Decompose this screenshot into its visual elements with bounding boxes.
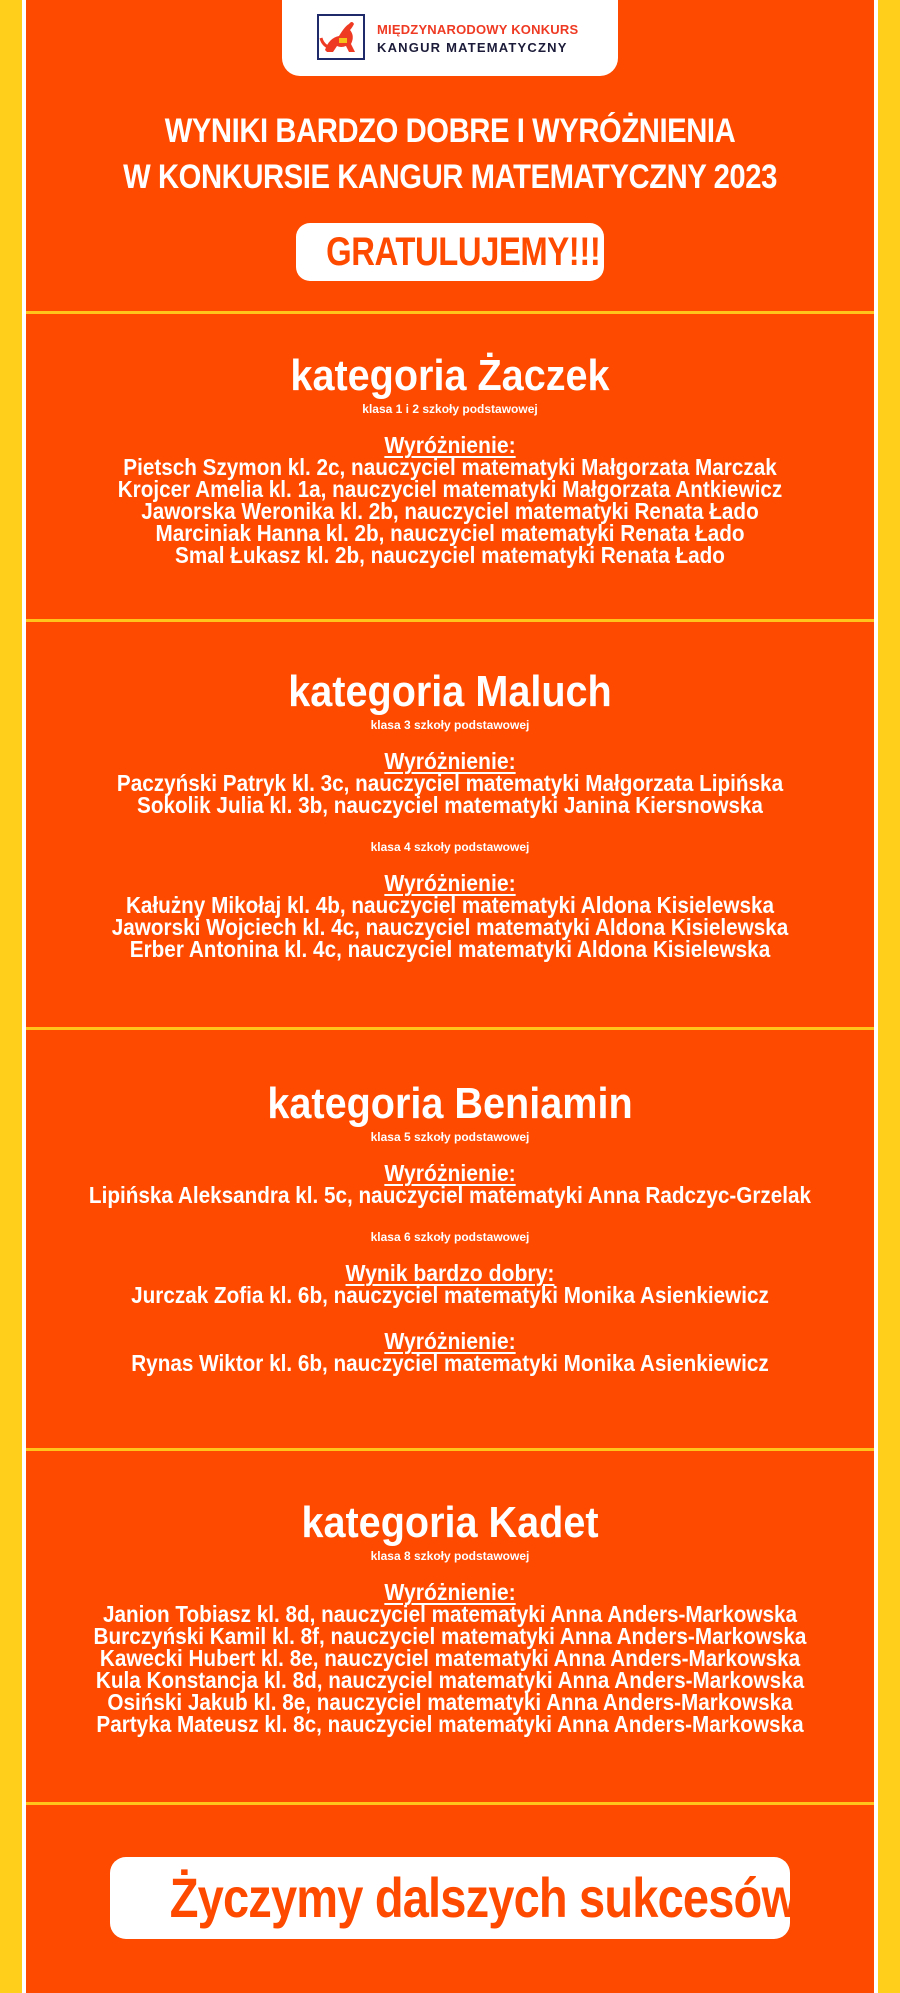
very-good-label: Wynik bardzo dobry: <box>345 1260 555 1286</box>
category-zaczek <box>26 350 874 566</box>
logo-text-line2: KANGUR MATEMATYCZNY <box>377 40 568 55</box>
section-divider <box>26 619 874 622</box>
kangaroo-logo-icon <box>317 14 365 60</box>
class-label: klasa 1 i 2 szkoły podstawowej <box>362 402 538 416</box>
result-entry: Marciniak Hanna kl. 2b, nauczyciel matematyki Renata Łado <box>155 520 745 546</box>
result-entry: Pietsch Szymon kl. 2c, nauczyciel matematyki Małgorzata Marczak <box>123 454 777 480</box>
award-label: Wyróżnienie: <box>384 432 516 458</box>
award-label: Wyróżnienie: <box>384 748 516 774</box>
category-title: kategoria Maluch <box>288 667 612 716</box>
footer-wish-text: Życzymy dalszych sukcesów <box>169 1866 798 1929</box>
section-divider <box>26 311 874 314</box>
class-label: klasa 8 szkoły podstawowej <box>370 1549 530 1563</box>
result-entry: Burczyński Kamil kl. 8f, nauczyciel matematyki Anna Anders-Markowska <box>93 1623 807 1649</box>
congrats-text: GRATULUJEMY!!! <box>326 230 601 274</box>
class-label: klasa 3 szkoły podstawowej <box>370 718 530 732</box>
class-label: klasa 5 szkoły podstawowej <box>370 1130 530 1144</box>
result-entry: Lipińska Aleksandra kl. 5c, nauczyciel matematyki Anna Radczyc-Grzelak <box>88 1182 812 1208</box>
category-title: kategoria Żaczek <box>290 351 610 400</box>
result-entry: Jurczak Zofia kl. 6b, nauczyciel matematyki Monika Asienkiewicz <box>131 1282 769 1308</box>
logo-box <box>282 0 618 76</box>
result-entry: Jaworski Wojciech kl. 4c, nauczyciel matematyki Aldona Kisielewska <box>111 914 789 940</box>
result-entry: Smal Łukasz kl. 2b, nauczyciel matematyki Renata Łado <box>175 542 725 568</box>
logo-text-line1: MIĘDZYNARODOWY KONKURS <box>377 22 579 37</box>
class-label: klasa 6 szkoły podstawowej <box>370 1230 530 1244</box>
result-entry: Jaworska Weronika kl. 2b, nauczyciel matematyki Renata Łado <box>141 498 759 524</box>
award-label: Wyróżnienie: <box>384 870 516 896</box>
result-entry: Krojcer Amelia kl. 1a, nauczyciel matematyki Małgorzata Antkiewicz <box>117 476 783 502</box>
result-entry: Partyka Mateusz kl. 8c, nauczyciel matematyki Anna Anders-Markowska <box>96 1711 804 1737</box>
category-title: kategoria Kadet <box>301 1498 599 1547</box>
section-divider <box>26 1027 874 1030</box>
main-title-line1: WYNIKI BARDZO DOBRE I WYRÓŻNIENIA <box>164 112 736 150</box>
right-border-stripe <box>874 0 878 1993</box>
category-beniamin <box>26 1078 874 1374</box>
congrats-badge <box>296 223 604 281</box>
main-title-line2: W KONKURSIE KANGUR MATEMATYCZNY 2023 <box>123 158 777 196</box>
section-divider <box>26 1802 874 1805</box>
result-entry: Kawecki Hubert kl. 8e, nauczyciel matematyki Anna Anders-Markowska <box>99 1645 801 1671</box>
result-entry: Paczyński Patryk kl. 3c, nauczyciel matematyki Małgorzata Lipińska <box>116 770 784 796</box>
category-title: kategoria Beniamin <box>267 1079 633 1128</box>
result-entry: Kula Konstancja kl. 8d, nauczyciel matematyki Anna Anders-Markowska <box>95 1667 805 1693</box>
result-entry: Erber Antonina kl. 4c, nauczyciel matematyki Aldona Kisielewska <box>129 936 771 962</box>
section-divider <box>26 1448 874 1451</box>
main-title <box>85 108 814 200</box>
footer-wish-badge <box>110 1857 798 1939</box>
result-entry: Rynas Wiktor kl. 6b, nauczyciel matematyki Monika Asienkiewicz <box>131 1350 769 1376</box>
result-entry: Osiński Jakub kl. 8e, nauczyciel matematyki Anna Anders-Markowska <box>107 1689 793 1715</box>
category-maluch <box>26 666 874 960</box>
award-label: Wyróżnienie: <box>384 1579 516 1605</box>
class-label: klasa 4 szkoły podstawowej <box>370 840 530 854</box>
category-kadet <box>26 1497 874 1735</box>
result-entry: Kałużny Mikołaj kl. 4b, nauczyciel matematyki Aldona Kisielewska <box>125 892 775 918</box>
award-label: Wyróżnienie: <box>384 1160 516 1186</box>
result-entry: Sokolik Julia kl. 3b, nauczyciel matematyki Janina Kiersnowska <box>137 792 763 818</box>
result-entry: Janion Tobiasz kl. 8d, nauczyciel matematyki Anna Anders-Markowska <box>102 1601 798 1627</box>
award-label: Wyróżnienie: <box>384 1328 516 1354</box>
